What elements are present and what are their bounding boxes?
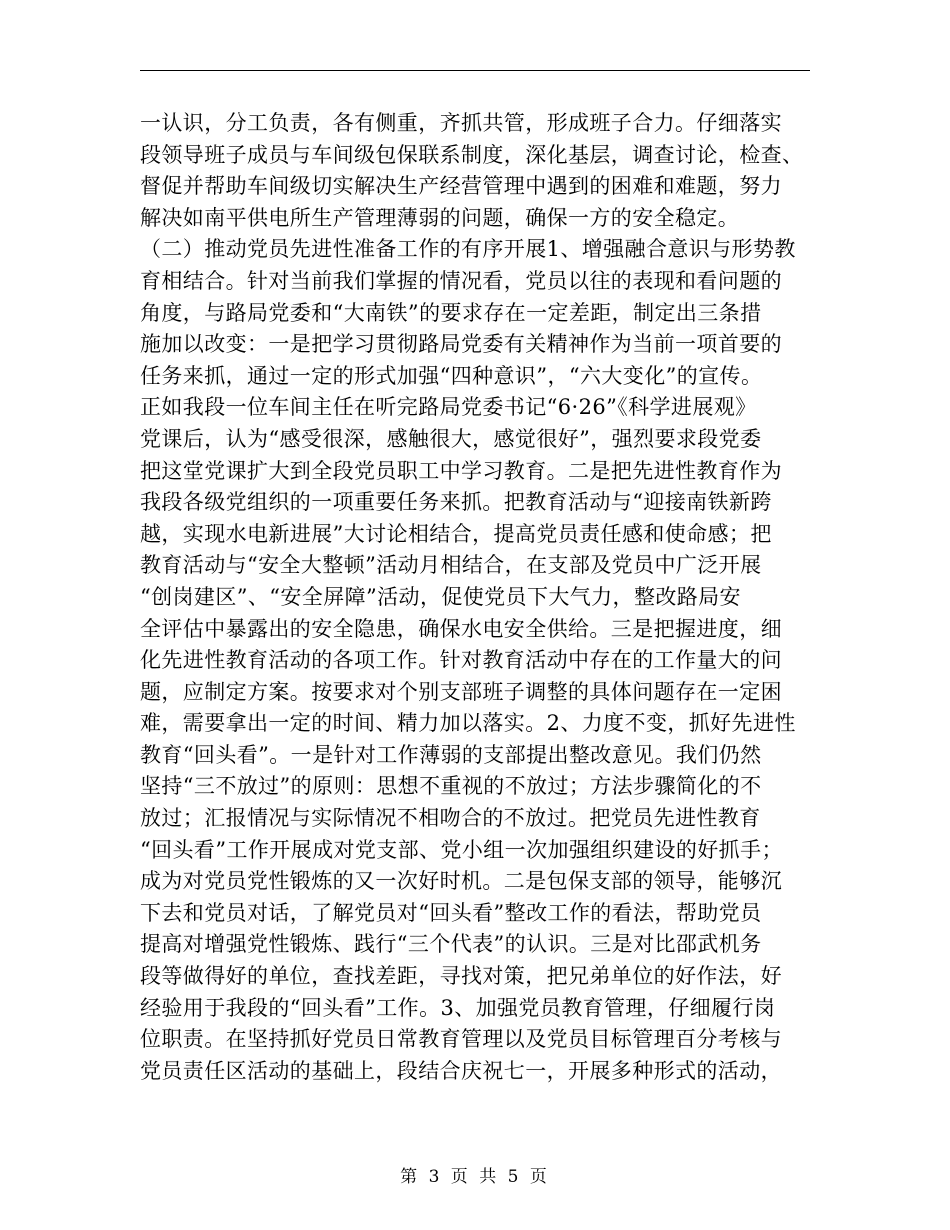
text-line: （二）推动党员先进性准备工作的有序开展1、增强融合意识与形势教 <box>140 237 796 262</box>
text-line: 角度，与路局党委和“大南铁”的要求存在一定差距，制定出三条措 <box>140 300 762 325</box>
text-line: 坚持“三不放过”的原则：思想不重视的不放过；方法步骤简化的不 <box>140 774 762 799</box>
text-line: 提高对增强党性锻炼、践行“三个代表”的认识。三是对比邵武机务 <box>140 932 762 957</box>
text-line: 段领导班子成员与车间级包保联系制度，深化基层，调查讨论，检查、 <box>140 142 804 167</box>
text-line: 党员责任区活动的基础上，段结合庆祝七一，开展多种形式的活动， <box>140 1058 782 1083</box>
text-line: 党课后，认为“感受很深，感触很大，感觉很好”，强烈要求段党委 <box>140 426 762 451</box>
text-line: 全评估中暴露出的安全隐患，确保水电安全供给。三是把握进度，细 <box>140 616 782 641</box>
text-line: 题，应制定方案。按要求对个别支部班子调整的具体问题存在一定困 <box>140 679 782 704</box>
text-line: 越，实现水电新进展”大讨论相结合，提高党员责任感和使命感；把 <box>140 521 772 546</box>
text-line: “回头看”工作开展成对党支部、党小组一次加强组织建设的好抓手； <box>140 837 783 862</box>
text-line: 放过；汇报情况与实际情况不相吻合的不放过。把党员先进性教育 <box>140 806 761 831</box>
text-line: 化先进性教育活动的各项工作。针对教育活动中存在的工作量大的问 <box>140 648 782 673</box>
text-line: 正如我段一位车间主任在听完路局党委书记“6·26”《科学进展观》 <box>140 395 757 420</box>
text-line: 解决如南平供电所生产管理薄弱的问题，确保一方的安全稳定。 <box>140 205 740 230</box>
page-number: 第 3 页 共 5 页 <box>400 1167 550 1187</box>
text-line: 督促并帮助车间级切实解决生产经营管理中遇到的困难和难题，努力 <box>140 174 782 199</box>
document-body <box>140 108 812 1087</box>
text-line: 下去和党员对话，了解党员对“回头看”整改工作的看法，帮助党员 <box>140 900 762 925</box>
text-line: 我段各级党组织的一项重要任务来抓。把教育活动与“迎接南铁新跨 <box>140 490 772 515</box>
text-line: 任务来抓，通过一定的形式加强“四种意识”，“六大变化”的宣传。 <box>140 363 763 388</box>
text-line: 难，需要拿出一定的时间、精力加以落实。2、力度不变，抓好先进性 <box>140 711 796 736</box>
text-line: 一认识，分工负责，各有侧重，齐抓共管，形成班子合力。仔细落实 <box>140 111 782 135</box>
text-line: 位职责。在坚持抓好党员日常教育管理以及党员目标管理百分考核与 <box>140 1027 782 1052</box>
text-line: 经验用于我段的“回头看”工作。3、加强党员教育管理，仔细履行岗 <box>140 995 776 1020</box>
header-rule <box>140 70 810 71</box>
text-line: 把这堂党课扩大到全段党员职工中学习教育。二是把先进性教育作为 <box>140 458 782 483</box>
text-line: 成为对党员党性锻炼的又一次好时机。二是包保支部的领导，能够沉 <box>140 869 782 894</box>
text-line: 教育活动与“安全大整顿”活动月相结合，在支部及党员中广泛开展 <box>140 553 762 578</box>
text-line: 教育“回头看”。一是针对工作薄弱的支部提出整改意见。我们仍然 <box>140 742 762 767</box>
text-line: “创岗建区”、“安全屏障”活动，促使党员下大气力，整改路局安 <box>140 584 741 609</box>
text-line: 施加以改变：一是把学习贯彻路局党委有关精神作为当前一项首要的 <box>140 332 782 357</box>
text-line: 段等做得好的单位，查找差距，寻找对策，把兄弟单位的好作法，好 <box>140 964 782 989</box>
text-line: 育相结合。针对当前我们掌握的情况看，党员以往的表现和看问题的 <box>140 268 782 293</box>
